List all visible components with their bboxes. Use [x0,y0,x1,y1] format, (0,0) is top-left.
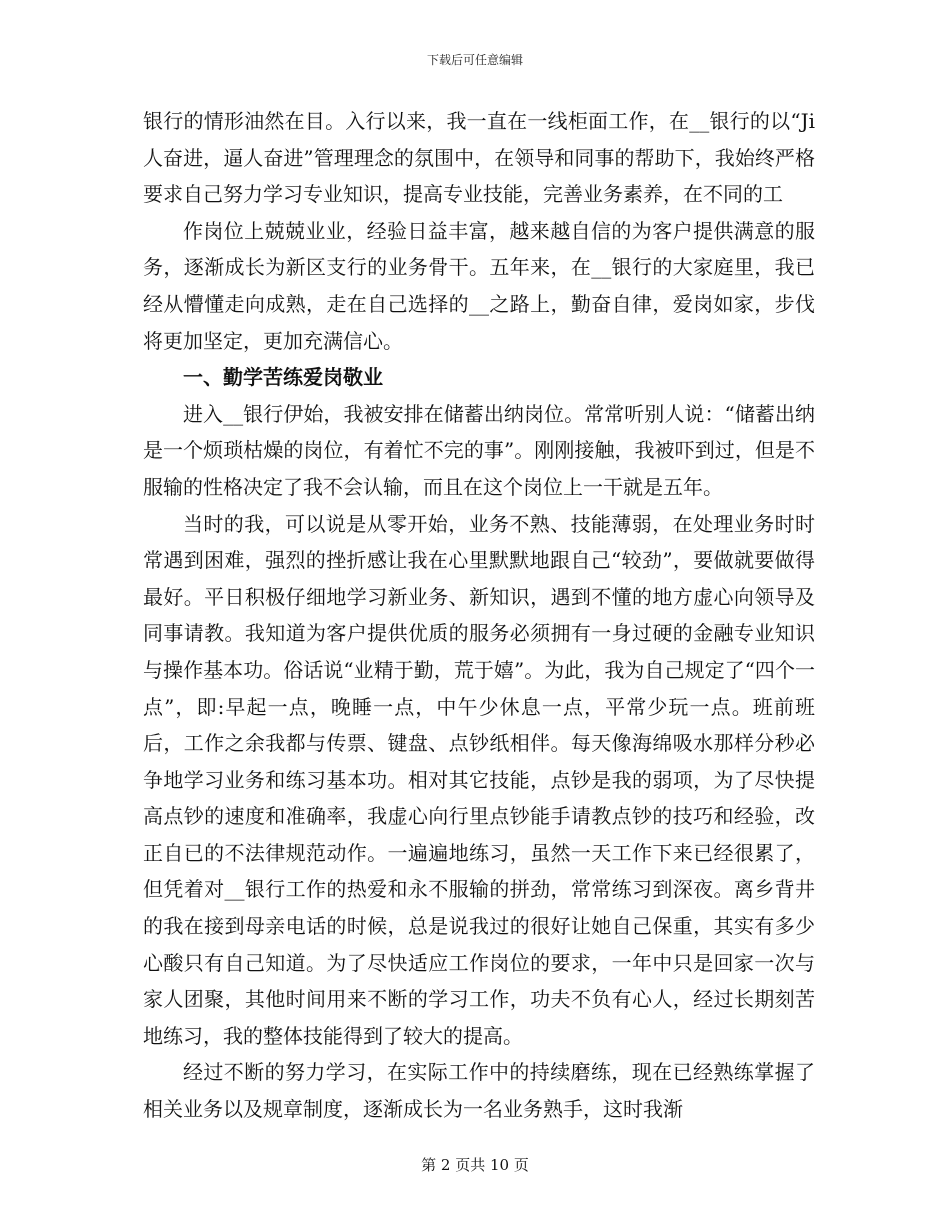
paragraph-1: 银行的情形油然在目。入行以来，我一直在一线柜面工作，在__银行的以“Ji人奋进，逼人奋进”管理理念的氛围中，在领导和同事的帮助下，我始终严格要求自己努力学习专业知识，提高专业技能，完善业务素养，在不同的工 [143,109,815,207]
page-footer: 第 2 页共 10 页 [421,1156,529,1174]
paragraph-5: 经过不断的努力学习，在实际工作中的持续磨练，现在已经熟练掌握了相关业务以及规章制度，逐渐成长为一名业务熟手，这时我渐 [143,1060,815,1122]
paragraph-4: 当时的我，可以说是从零开始，业务不熟、技能薄弱，在处理业务时时常遇到困难，强烈的挫折感让我在心里默默地跟自己“较劲”，要做就要做得最好。平日积极仔细地学习新业务、新知识，遇到不懂的地方虚心向领导及同事请教。我知道为客户提供优质的服务必须拥有一身过硬的金融专业知识与操作基本功。俗话说“业精于勤，荒于嬉”。为此，我为自己规定了“四个一点”，即:早起一点，晚睡一点，中午少休息一点，平常少玩一点。班前班后，工作之余我都与传票、键盘、点钞纸相伴。每天像海绵吸水那样分秒必争地学习业务和练习基本功。相对其它技能，点钞是我的弱项，为了尽快提高点钞的速度和准确率，我虚心向行里点钞能手请教点钞的技巧和经验，改正自已的不法律规范动作。一遍遍地练习，虽然一天工作下来已经很累了，但凭着对__银行工作的热爱和永不服输的拼劲，常常练习到深夜。离乡背井的我在接到母亲电话的时候，总是说我过的很好让她自己保重，其实有多少心酸只有自己知道。为了尽快适应工作岗位的要求，一年中只是回家一次与家人团聚，其他时间用来不断的学习工作，功夫不负有心人，经过长期刻苦地练习，我的整体技能得到了较大的提高。 [143,511,815,1048]
paragraph-3: 进入__银行伊始，我被安排在储蓄出纳岗位。常常听别人说：“储蓄出纳是一个烦琐枯燥的岗位，有着忙不完的事”。刚刚接触，我被吓到过，但是不服输的性格决定了我不会认输，而且在这个岗位上一干就是五年。 [143,401,815,499]
document-body [143,103,815,1128]
section-heading: 一、勤学苦练爱岗敬业 [183,365,383,390]
paragraph-2: 作岗位上兢兢业业，经验日益丰富，越来越自信的为客户提供满意的服务，逐渐成长为新区支行的业务骨干。五年来，在__银行的大家庭里，我已经从懵懂走向成熟，走在自己选择的__之路上，勤奋自律，爱岗如家，步伐将更加坚定，更加充满信心。 [143,218,815,353]
page-header: 下载后可任意编辑 [426,53,523,67]
